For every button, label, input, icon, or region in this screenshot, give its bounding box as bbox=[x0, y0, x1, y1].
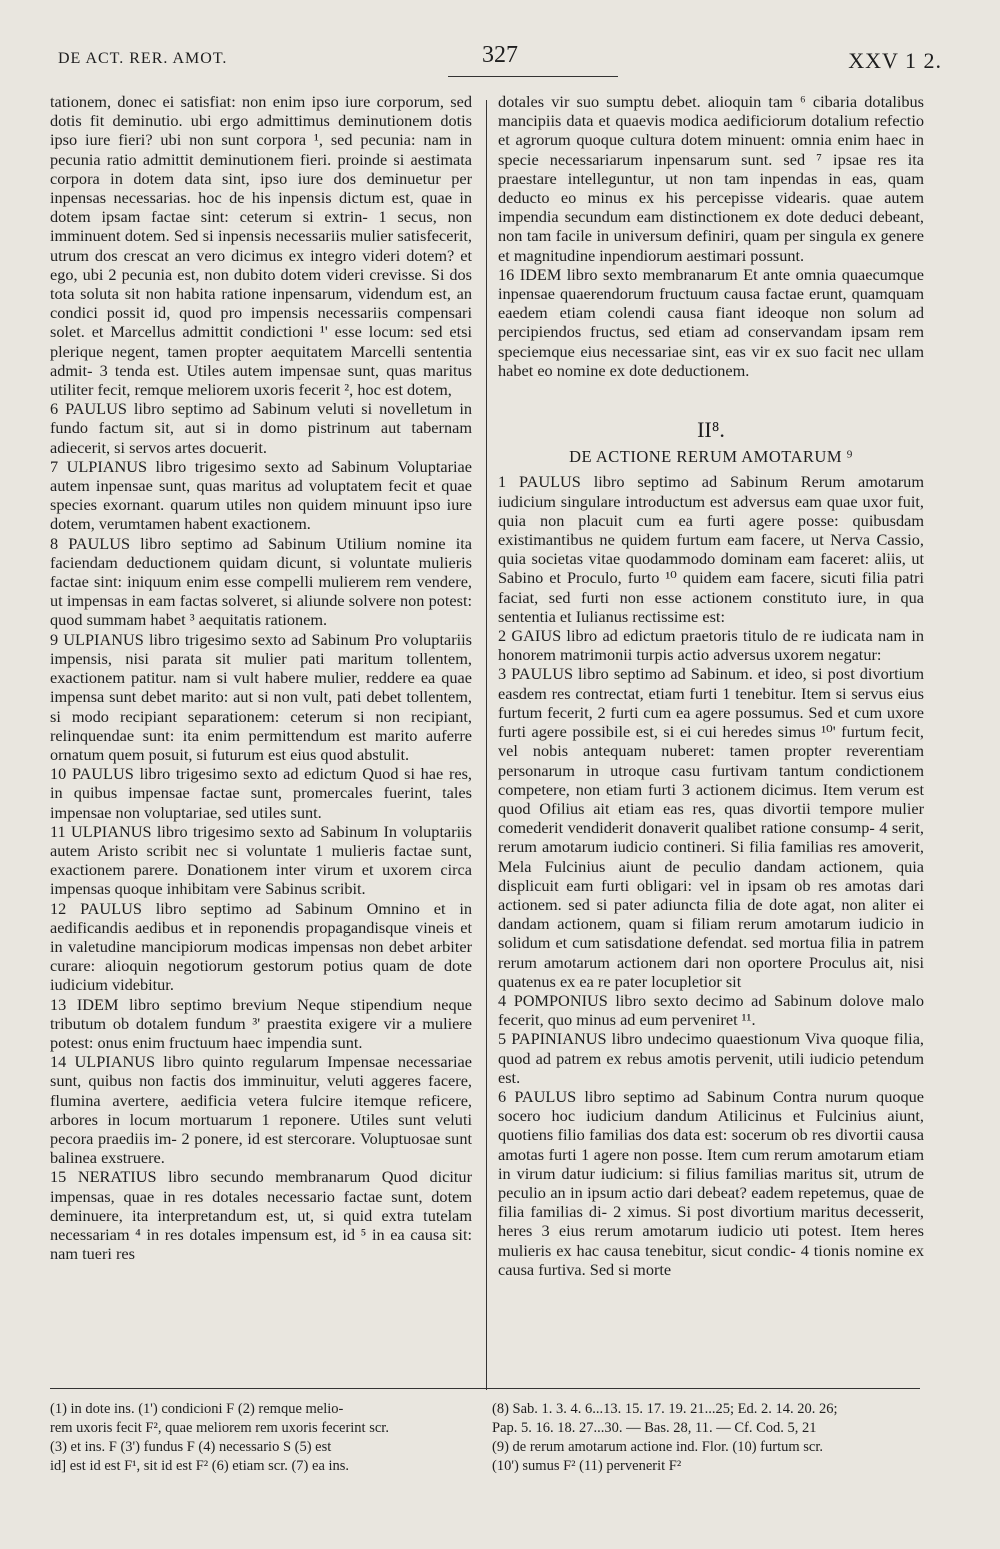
footnote-line: (9) de rerum amotarum actione ind. Flor. (10) furtum scr. bbox=[492, 1439, 823, 1455]
text-paragraph: 6 PAULUS libro septimo ad Sabinum Contra nurum quoque socero hoc iudicium dandum Atilicinus et Fulcinius aiunt, quotiens filio familias dos data est: socerum ob res divortii causa amotas furti 1 agere non posse. Item cum rerum amotarum etiam in virum datur iudicium: si filius familias maritus sit, utrum de peculio an in ipsum actio dari debeat? eadem repetemus, quae de filia familias di- 2 ximus. Si post divortium maritus decesserit, heres 3 eius rerum amotarum iudicio uti potest. Item heres mulieris ex hac causa tenebitur, sicut condic- 4 tionis nomine ex causa furtiva. Sed si morte bbox=[498, 1086, 924, 1279]
footnote-line: (1) in dote ins. (1') condicioni F (2) remque melio- bbox=[50, 1401, 344, 1417]
header-rule bbox=[448, 76, 618, 77]
text-paragraph: 10 PAULUS libro trigesimo sexto ad edictum Quod si hae res, in quibus impensae factae sunt, promercales fuerint, tales impensae non voluptariae, sed utiles sunt. bbox=[50, 764, 472, 822]
footnotes-right bbox=[492, 1400, 922, 1476]
page-number: 327 bbox=[482, 42, 518, 68]
text-paragraph: 5 PAPINIANUS libro undecimo quaestionum Viva quoque filia, quod ad patrem ex rebus amotis pervenit, utili iudicio petendum est. bbox=[498, 1029, 924, 1087]
left-column bbox=[50, 92, 472, 1263]
running-head bbox=[58, 42, 942, 82]
running-head-title: DE ACT. RER. AMOT. bbox=[58, 50, 228, 67]
text-paragraph: dotales vir suo sumptu debet. alioquin tam ⁶ cibaria dotalibus mancipiis data et quaevis modica aedificiorum dotalium refectio et agrorum quoque cultura dotem minuent: omnia enim haec in specie necessariarum inpensarum sunt. sed ⁷ ipsae res ita praestare intelleguntur, ut non tam inpendas in eas, quam deducto eo minus ex his percepisse videaris. quae autem impendia secundum eam distinctionem ex dote deduci debeant, non tam facile in universum definiri, quam per singula ex genere et magnitudine inpendiorum aestimari possunt. bbox=[498, 92, 924, 265]
text-paragraph: 1 PAULUS libro septimo ad Sabinum Rerum amotarum iudicium singulare introductum est adversus eam quae uxor fuit, quia non placuit cum ea furti agere posse: quibusdam existimantibus ne quidem furtum eam facere, ut Nerva Cassio, quia societas vitae quodammodo dominam eam faceret: aliis, ut Sabino et Proculo, furto ¹⁰ quidem eam facere, sicuti filia patri faciat, sed furti non esse actionem constituto iure, in qua sententia et Iulianus rectissime est: bbox=[498, 472, 924, 626]
footnote-rule bbox=[50, 1388, 920, 1389]
text-paragraph: 14 ULPIANUS libro quinto regularum Impensae necessariae sunt, quibus non factis dos imminuitur, veluti aggeres facere, flumina avertere, aedificia vetera fulcire itemque reficere, arbores in locum mortuarum 1 reponere. Utiles sunt veluti pecora praediis im- 2 ponere, id est stercorare. Voluptuosae sunt balinea exstruere. bbox=[50, 1052, 472, 1168]
text-paragraph: 16 IDEM libro sexto membranarum Et ante omnia quaecumque inpensae quaerendorum fructuum causa factae erunt, quamquam eaedem etiam colendi causa fiant ideoque non solum ad percipiendos fructus, sed etiam ad conservandam ipsam rem speciemque eius necessariae sint, eas vir ex suo facit nec ullam habet eo nomine ex dote deductionem. bbox=[498, 264, 924, 380]
section-number: II⁸. bbox=[697, 417, 725, 443]
right-column bbox=[498, 92, 924, 1279]
footnote-line: (10') sumus F² (11) pervenerit F² bbox=[492, 1458, 682, 1474]
text-paragraph: 12 PAULUS libro septimo ad Sabinum Omnino et in aedificandis aedibus et in reponendis propagandisque vineis et in valetudine mancipiorum modicas impensas non debet arbiter curare: alioquin negotiorum gestorum potius quam de dote iudicium videbitur. bbox=[50, 898, 472, 995]
text-paragraph: 7 ULPIANUS libro trigesimo sexto ad Sabinum Voluptariae autem inpensae sunt, quas maritus ad voluptatem fecit et quae species exornant. quarum utiles non quidem minuunt ipso iure dotem, verumtamen habent exactionem. bbox=[50, 456, 472, 534]
footnote-line: id] est id est F¹, sit id est F² (6) etiam scr. (7) ea ins. bbox=[50, 1458, 350, 1474]
text-paragraph: 8 PAULUS libro septimo ad Sabinum Utilium nomine ita faciendam deductionem quidam dicunt, si voluntate mulieris factae sint: iniquum enim esse compelli mulierem rem vendere, ut impensas in eam factas solveret, si aliunde solvere non potest: quod summam habet ³ aequitatis rationem. bbox=[50, 533, 472, 630]
text-paragraph: 2 GAIUS libro ad edictum praetoris titulo de re iudicata nam in honorem matrimonii turpis actio adversus uxorem negatur: bbox=[498, 626, 924, 665]
column-divider bbox=[486, 100, 487, 1390]
footnotes-left bbox=[50, 1400, 470, 1476]
text-paragraph: 11 ULPIANUS libro trigesimo sexto ad Sabinum In voluptariis autem Aristo scribit nec si voluntate 1 mulieris factae sunt, exactionem parere. Donationem inter virum et uxorem circa impensas quoque inhibitam vere Sabinus scribit. bbox=[50, 821, 472, 899]
footnote-line: Pap. 5. 16. 18. 27...30. — Bas. 28, 11. — Cf. Cod. 5, 21 bbox=[492, 1420, 817, 1436]
footnote-line: rem uxoris fecit F², quae meliorem rem uxoris fecerint scr. bbox=[50, 1420, 389, 1436]
text-paragraph: 4 POMPONIUS libro sexto decimo ad Sabinum dolove malo fecerit, quo minus ad eum perveniret ¹¹. bbox=[498, 990, 924, 1030]
text-paragraph: 15 NERATIUS libro secundo membranarum Quod dicitur impensas, quae in res dotales necessario factae sunt, dotem deminuere, ita interpretandum est, ut, si quid extra tutelam necessariam ⁴ in res dotales impensum est, id ⁵ in ea causa sit: nam tueri res bbox=[50, 1167, 472, 1264]
text-paragraph: 9 ULPIANUS libro trigesimo sexto ad Sabinum Pro voluptariis impensis, nisi parata sit mulier pati maritum tollentem, exactionem patitur. nam si vult habere mulier, reddere ea quae impensa sunt debet marito: aut si non vult, pati debet tollentem, si modo recipiant separationem: ceterum si non recipiant, relinquendae sunt: ita enim permittendum est marito auferre ornatum quem posuit, si futurum est eius quod abstulit. bbox=[50, 629, 472, 764]
footnote-line: (8) Sab. 1. 3. 4. 6...13. 15. 17. 19. 21...25; Ed. 2. 14. 20. 26; bbox=[492, 1401, 838, 1417]
text-paragraph: 3 PAULUS libro septimo ad Sabinum. et ideo, si post divortium easdem res contrectat, etiam furti 1 tenebitur. Item si servus eius furtum fecerit, 2 furti cum ea agere possumus. Sed et cum uxore furti agere possibile est, si ei cui heredes simus ¹⁰' furtum fecit, vel nobis antequam nuberet: tamen propter reverentiam personarum in utroque casu furtivam tantum condictionem competere, non etiam furti 3 actionem dicimus. Item verum est quod Ofilius ait etiam eas res, quas divortii tempore mulier comederit vendiderit donaverit qualibet ratione consump- 4 serit, rerum amotarum iudicio contineri. Si filia familias res amoverit, Mela Fulcinius aiunt de peculio dandam actionem, quia displicuit eam furti obligari: vel in ipsam ob res amotas dari actionem. sed si pater adiuncta filia de dote agat, non aliter ei dandam actionem, quam si filiam rerum amotarum iudicio in solidum et cum satisdatione defendat. sed mortua filia in patrem rerum amotarum actionem dari non oportere Proculus ait, nisi quatenus ex ea re pater locupletior sit bbox=[498, 664, 924, 991]
text-paragraph: tationem, donec ei satisfiat: non enim ipso iure corporum, sed dotis fit deminutio. ubi ergo admittimus deminutionem dotis ipso iure fieri? ubi non sunt corpora ¹, sed pecunia: nam in pecunia ratio admittit deminutionem fieri. proinde si aestimata corpora in dotem data sint, ipso iure dos deminuetur per inpensas necessarias. hoc de his inpensis dictum est, quae in dotem ipsam factae sint: ceterum si extrin- 1 secus, non imminuent dotem. Sed si inpensis necessariis mulier satisfecerit, utrum dos crescat an vero dicimus ex integro videri dotem? et ego, ubi 2 pecunia est, non dubito dotem videri crevisse. Si dos tota soluta sit non habita ratione inpensarum, videndum est, an condici possit id, quod pro impensis necessariis compensari solet. et Marcellus admittit condictioni ¹' esse locum: sed etsi plerique negent, tamen propter aequitatem Marcelli sententia admit- 3 tenda est. Utiles autem impensae sunt, quas maritus utiliter fecit, remque meliorem uxoris fecerit ², hoc est dotem, bbox=[50, 92, 472, 400]
section-title: DE ACTIONE RERUM AMOTARUM ⁹ bbox=[569, 447, 853, 467]
text-paragraph: 6 PAULUS libro septimo ad Sabinum veluti si novelletum in fundo factum sit, aut si in domo pistrinum aut tabernam adiecerit, si servos artes docuerit. bbox=[50, 399, 472, 457]
running-head-book-title: XXV 1 2. bbox=[848, 48, 942, 73]
footnote-line: (3) et ins. F (3') fundus F (4) necessario S (5) est bbox=[50, 1439, 332, 1455]
text-paragraph: 13 IDEM libro septimo brevium Neque stipendium neque tributum ob dotalem fundum ³' praestita exigere vir a muliere potest: onus enim fructuum haec impendia sunt. bbox=[50, 994, 472, 1052]
